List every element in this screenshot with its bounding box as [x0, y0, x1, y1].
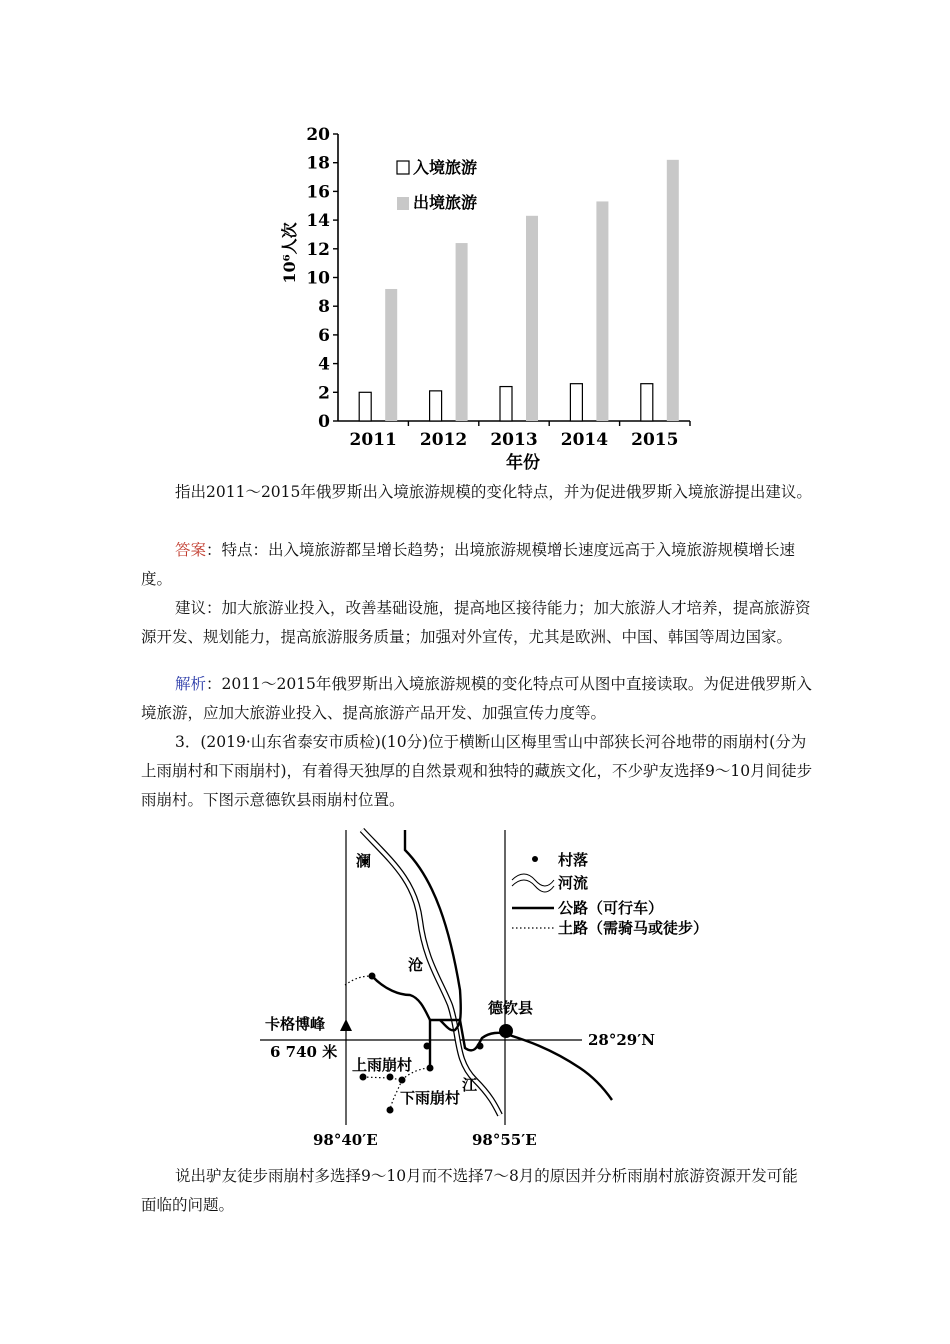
bar-inbound-2012	[430, 391, 442, 421]
location-map	[250, 820, 709, 1160]
river-label-cang: 沧	[408, 956, 424, 974]
legend-river-label: 河流	[558, 874, 589, 892]
x-tick-label: 2012	[419, 430, 468, 450]
y-tick-label: 12	[306, 239, 330, 260]
upper-village-label: 上雨崩村	[352, 1056, 413, 1074]
bar-inbound-2013	[500, 387, 512, 421]
village-dot	[399, 1077, 406, 1084]
legend-label-outbound: 出境旅游	[413, 193, 478, 212]
map-legend	[512, 851, 708, 937]
analysis-block	[141, 670, 813, 728]
question-3-intro-text: 3．(2019·山东省泰安市质检)(10分)位于横断山区梅里雪山中部狭长河谷地带的雨崩村(分为上雨崩村和下雨崩村)，有着得天独厚的自然景观和独特的藏族文化，不少驴友选择9～10月间徒步雨崩村。下图示意德钦县雨崩村位置。	[141, 733, 813, 809]
y-tick-label: 8	[318, 297, 330, 318]
bar-inbound-2015	[641, 384, 653, 421]
chart-x-axis-label: 年份	[506, 453, 540, 473]
bar-outbound-2012	[456, 243, 468, 421]
bar-outbound-2011	[385, 289, 397, 421]
y-tick-label: 18	[306, 153, 330, 174]
county-label: 德钦县	[488, 999, 534, 1017]
y-tick-label: 10	[306, 268, 330, 289]
bar-outbound-2013	[526, 216, 538, 421]
longitude-left-label: 98°40′E	[313, 1131, 378, 1149]
village-dot	[427, 1065, 434, 1072]
village-dot	[424, 1043, 431, 1050]
village-dot	[477, 1043, 484, 1050]
y-tick-label: 6	[318, 325, 330, 346]
analysis-label: 解析	[175, 675, 207, 693]
county-seat-dot	[499, 1024, 513, 1038]
suggestion-block	[141, 594, 813, 652]
peak-name: 卡格博峰	[265, 1015, 326, 1033]
legend-road-label: 公路（可行车）	[558, 899, 664, 917]
x-tick-label: 2014	[560, 430, 609, 450]
legend-swatch-inbound	[397, 161, 409, 174]
question-3-intro	[141, 728, 813, 815]
bar-outbound-2014	[596, 201, 608, 421]
suggestion-text: 建议：加大旅游业投入，改善基础设施，提高地区接待能力；加大旅游人才培养，提高旅游资源开发、规划能力，提高旅游服务质量；加强对外宣传，尤其是欧洲、中国、韩国等周边国家。	[141, 599, 811, 646]
y-tick-label: 0	[318, 412, 330, 432]
lower-village-label: 下雨崩村	[400, 1089, 461, 1107]
village-dot	[387, 1074, 394, 1081]
legend-label-inbound: 入境旅游	[413, 158, 478, 177]
answer-label: 答案	[175, 541, 207, 559]
river-label-lan: 澜	[356, 852, 372, 870]
question-3-question-text: 说出驴友徒步雨崩村多选择9～10月而不选择7～8月的原因并分析雨崩村旅游资源开发可能面临的问题。	[141, 1167, 798, 1214]
chart-x-ticks	[350, 421, 690, 450]
bar-inbound-2014	[570, 384, 582, 421]
chart-y-ticks	[306, 125, 338, 432]
y-tick-label: 2	[318, 383, 330, 404]
bar-inbound-2011	[359, 392, 371, 421]
bar-outbound-2015	[667, 160, 679, 421]
answer-text: ：特点：出入境旅游都呈增长趋势；出境旅游规模增长速度远高于入境旅游规模增长速度。	[141, 541, 796, 588]
question-2-prompt	[141, 478, 813, 507]
legend-dirt-label: 土路（需骑马或徒步）	[558, 919, 709, 937]
village-dot	[387, 1107, 394, 1114]
peak-icon	[340, 1019, 352, 1031]
x-tick-label: 2011	[349, 430, 397, 450]
y-tick-label: 14	[306, 211, 330, 232]
legend-village-icon	[532, 856, 538, 862]
chart-y-axis-label: 10⁶人次	[280, 222, 299, 284]
y-tick-label: 4	[318, 354, 330, 375]
question-3-question	[141, 1162, 813, 1220]
village-dot	[360, 1074, 367, 1081]
legend-swatch-outbound	[397, 197, 409, 210]
y-tick-label: 20	[306, 125, 330, 145]
y-tick-label: 16	[306, 182, 330, 203]
peak-height: 6 740 米	[270, 1043, 338, 1061]
answer-block	[141, 536, 813, 594]
latitude-label: 28°29′N	[588, 1031, 655, 1049]
x-tick-label: 2015	[631, 430, 679, 450]
legend-village-label: 村落	[558, 851, 589, 869]
chart-legend	[397, 158, 477, 212]
question-2-prompt-text: 指出2011～2015年俄罗斯出入境旅游规模的变化特点，并为促进俄罗斯入境旅游提出建议。	[175, 483, 812, 501]
river-label-jiang: 江	[462, 1076, 478, 1094]
village-dot	[369, 973, 376, 980]
x-tick-label: 2013	[490, 430, 538, 450]
longitude-right-label: 98°55′E	[472, 1131, 537, 1149]
analysis-text: ：2011～2015年俄罗斯出入境旅游规模的变化特点可从图中直接读取。为促进俄罗斯入境旅游，应加大旅游业投入、提高旅游产品开发、加强宣传力度等。	[141, 675, 812, 722]
bar-chart	[270, 118, 720, 478]
